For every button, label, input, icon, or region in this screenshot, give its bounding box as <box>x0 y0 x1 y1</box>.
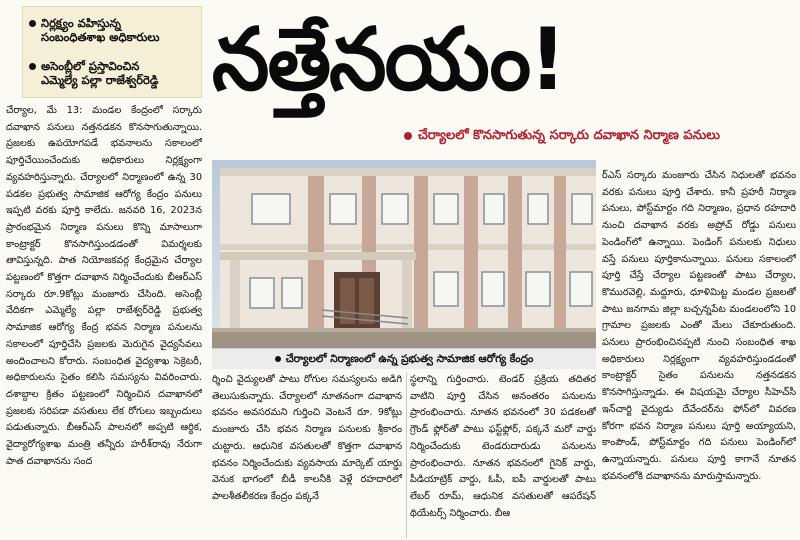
floor-band <box>220 244 596 250</box>
article-column-3 <box>410 372 596 540</box>
building-illustration <box>212 160 596 348</box>
article-column-2 <box>212 372 402 540</box>
window <box>250 278 274 308</box>
window <box>528 194 548 224</box>
pilaster <box>414 176 428 330</box>
article-column-2-text: ర్శించి వైద్యులతో పాటు రోగుల సమస్యలను అడిగి తెలుసుకున్నారు. చేర్యాలలో నూతనంగా దవాఖాన భవనం అవసరమని గుర్తించి వెంటనే రూ. 9కోట్లు మంజూరు చేసి భవన నిర్మాణ పనులకు శ్రీకారం చుట్టారు. ఆధునిక వసతులతో కొత్తగా దవాఖాన భవనం నిర్మించేందుకు వ్యవసాయ మార్కెట్ యార్డు వెనుక భాగంలో బీడీ కాలనీకి వెళ్లే రహదారిలో పాలశీతలీకరణ కేంద్రం పక్కనే <box>212 374 402 502</box>
bullet-dot <box>29 63 36 70</box>
summary-bullet-1-line1: నిర్లక్ష్యం వహిస్తున్న <box>41 16 121 30</box>
window <box>526 272 550 306</box>
window <box>482 272 504 306</box>
pilaster <box>464 176 478 330</box>
summary-bullet-1 <box>29 16 159 44</box>
porch-pillar <box>402 260 412 332</box>
porch-pillar <box>230 260 240 332</box>
window <box>484 194 504 224</box>
window <box>330 194 356 224</box>
headline: నత్తేనయం! <box>212 10 565 110</box>
door-panel <box>359 278 374 324</box>
window <box>382 194 408 224</box>
photo-caption <box>212 348 596 369</box>
porch-canopy <box>220 252 416 260</box>
subheadline-text: చేర్యాలలో కొనసాగుతున్న సర్కారు దవాఖాన నిర్మాణ పనులు <box>418 128 720 143</box>
article-column-3-text: స్థలాన్ని గుర్తించారు. టెండర్ ప్రక్రియ తదితర వాటిని పూర్తి చేసిన అనంతరం పనులను ప్రారంభించారు. నూతన భవనంలో 30 పడకలతో గ్రౌండ్ ఫ్లోర్‌తో పాటు ఫస్ట్‌ఫ్లోర్, పక్కనే మరో వార్డు నిర్మించేందుకు టెండరుదారుడు పనులను ప్రారంభించారు. నూతన భవనంలో గైనిక్ వార్డు, పీడియాట్రిక్ వార్డు, ఓపీ, ఐపీ వార్డులతో పాటు లేబర్ రూమ్, ఆధునిక వసతులతో ఆపరేషన్ థియేటర్స్ నిర్మించారు. బీఆ <box>410 374 596 519</box>
summary-bullet-2-line1: అసెంబ్లీలో ప్రస్తావించిన <box>41 59 140 73</box>
window <box>572 194 592 224</box>
article-column-1 <box>6 103 202 540</box>
window <box>570 272 592 306</box>
pilaster <box>554 176 566 330</box>
window <box>434 194 458 224</box>
article-column-4-text: ర్ఎస్ సర్కారు మంజూరు చేసిన నిధులతో భవనం వరకు పనులు పూర్తి చేశారు. కానీ ప్రహరీ నిర్మాణ పనులు, పోస్ట్‌మార్టం గది నిర్మాణం, ప్రధాన రహదారి నుంచి దవాఖాన వరకు అప్రోచ్ రోడ్డు పనులు పెండింగ్‌లో ఉన్నాయి. పెండింగ్ పనులకు నిధులు వస్తే పనులు పూర్తికానున్నాయి. పనులు సకాలంలో పూర్తి చేస్తే చేర్యాల పట్టణంతో పాటు చేర్యాల, కొమురవెల్లి, మద్దూరు, ధూళిమిట్ట మండల ప్రజలతో పాటు జనగామ జిల్లా బచ్చన్నపేట మండలంలోని 10 గ్రామాల ప్రజలకు ఎంతో మేలు చేకూరుతుంది. పనులు ప్రారంభించినప్పటి నుంచి సంబంధిత శాఖ అధికారులు నిర్లక్ష్యంగా వ్యవహరిస్తుండడంతో కాంట్రాక్టర్ సైతం పనులను నత్తనడకన కొనసాగిస్తున్నాడు. ఈ విషయమై చేర్యాల సీహెచ్‌సీ ఇన్‌చార్జి వైద్యుడు దేవేందర్‌ను ఫోన్‌లో వివరణ కోరగా భవన నిర్మాణ పనులు పూర్తి అయ్యాయని, కాంపౌండ్, పోస్ట్‌మార్టం గది పనులు పెండింగ్‌లో ఉన్నాయన్నారు. పనులు పూర్తి కాగానే నూతన భవనంలోకి దవాఖానను మారుస్తామన్నారు. <box>602 170 796 482</box>
hospital-building-photo <box>212 160 596 348</box>
window <box>434 272 458 306</box>
subhead-dot <box>404 132 412 140</box>
roof-parapet <box>220 168 596 176</box>
article-column-1-text: చేర్యాల, మే 13: మండల కేంద్రంలో సర్కారు దవాఖాన పనులు నత్తనడకన కొనసాగుతున్నాయి. ప్రజలకు ఉపయోగపడే భవనాలను సకాలంలో పూర్తిచేయించేందుకు అధికారులు నిర్లక్ష్యంగా వ్యవహరిస్తున్నారు. చేర్యాలలో నిర్మాణంలో ఉన్న 30 పడకల ప్రభుత్వ సామాజిక ఆరోగ్య కేంద్రం పనులు ఇప్పటి వరకు పూర్తి కాలేదు. జనవరి 16, 2023న ప్రారంభమైన నిర్మాణ పనులు కొన్ని మాసాలుగా కాంట్రాక్టర్ కొనసాగిస్తుండడంతో విమర్శలకు తావిస్తున్నది. పాత నియోజకవర్గ కేంద్రమైన చేర్యాల పట్టణంలో కొత్తగా దవాఖాన నిర్మించేందుకు బీఆర్ఎస్ సర్కారు రూ.9కోట్లు మంజూరు చేసింది. అసెంబ్లీ వేదికగా ఎమ్మెల్యే పల్లా రాజేశ్వర్‌రెడ్డి ప్రభుత్వ సామాజిక ఆరోగ్య కేంద్ర భవన నిర్మాణ పనులను సకాలంలో పూర్తిచేసి ప్రజలకు మెరుగైన వైద్యసేవలు అందించాలని కోరారు. సంబంధిత వైద్యశాఖ సెక్రెటరీ, అధికారులను సైతం కలిసి సమస్యను వివరించారు. దశాబ్దాల క్రితం పట్టణంలో నిర్మించిన దవాఖానలో ప్రజలకు సరిపడా వసతులు లేక రోగులు ఇబ్బందులు పడుతున్నారు. బీఆర్ఎస్ పాలనలో అప్పటి ఆర్థిక, వైద్యారోగ్యశాఖ మంత్రి తన్నీరు హరీశ్‌రావు నేరుగా పాత దవాఖానను సంద <box>6 105 202 467</box>
pilaster <box>508 176 522 330</box>
article-column-4 <box>602 168 796 540</box>
bullet-dot <box>29 20 36 27</box>
window <box>252 194 290 224</box>
summary-bullet-1-line2: సంబంధితశాఖ అధికారులు <box>41 30 160 44</box>
summary-box <box>22 6 202 98</box>
summary-bullet-2 <box>29 59 158 87</box>
summary-bullet-2-line2: ఎమ్మెల్యే పల్లా రాజేశ్వర్‌రెడ్డి <box>41 73 159 87</box>
photo-caption-text: చేర్యాలలో నిర్మాణంలో ఉన్న ప్రభుత్వ సామాజిక ఆరోగ్య కేంద్రం <box>285 353 534 365</box>
ground-shadow <box>212 332 596 348</box>
window <box>282 278 302 308</box>
column-divider <box>406 372 407 538</box>
door-panel <box>340 278 355 324</box>
subheadline <box>404 128 720 146</box>
caption-dot <box>275 356 281 362</box>
